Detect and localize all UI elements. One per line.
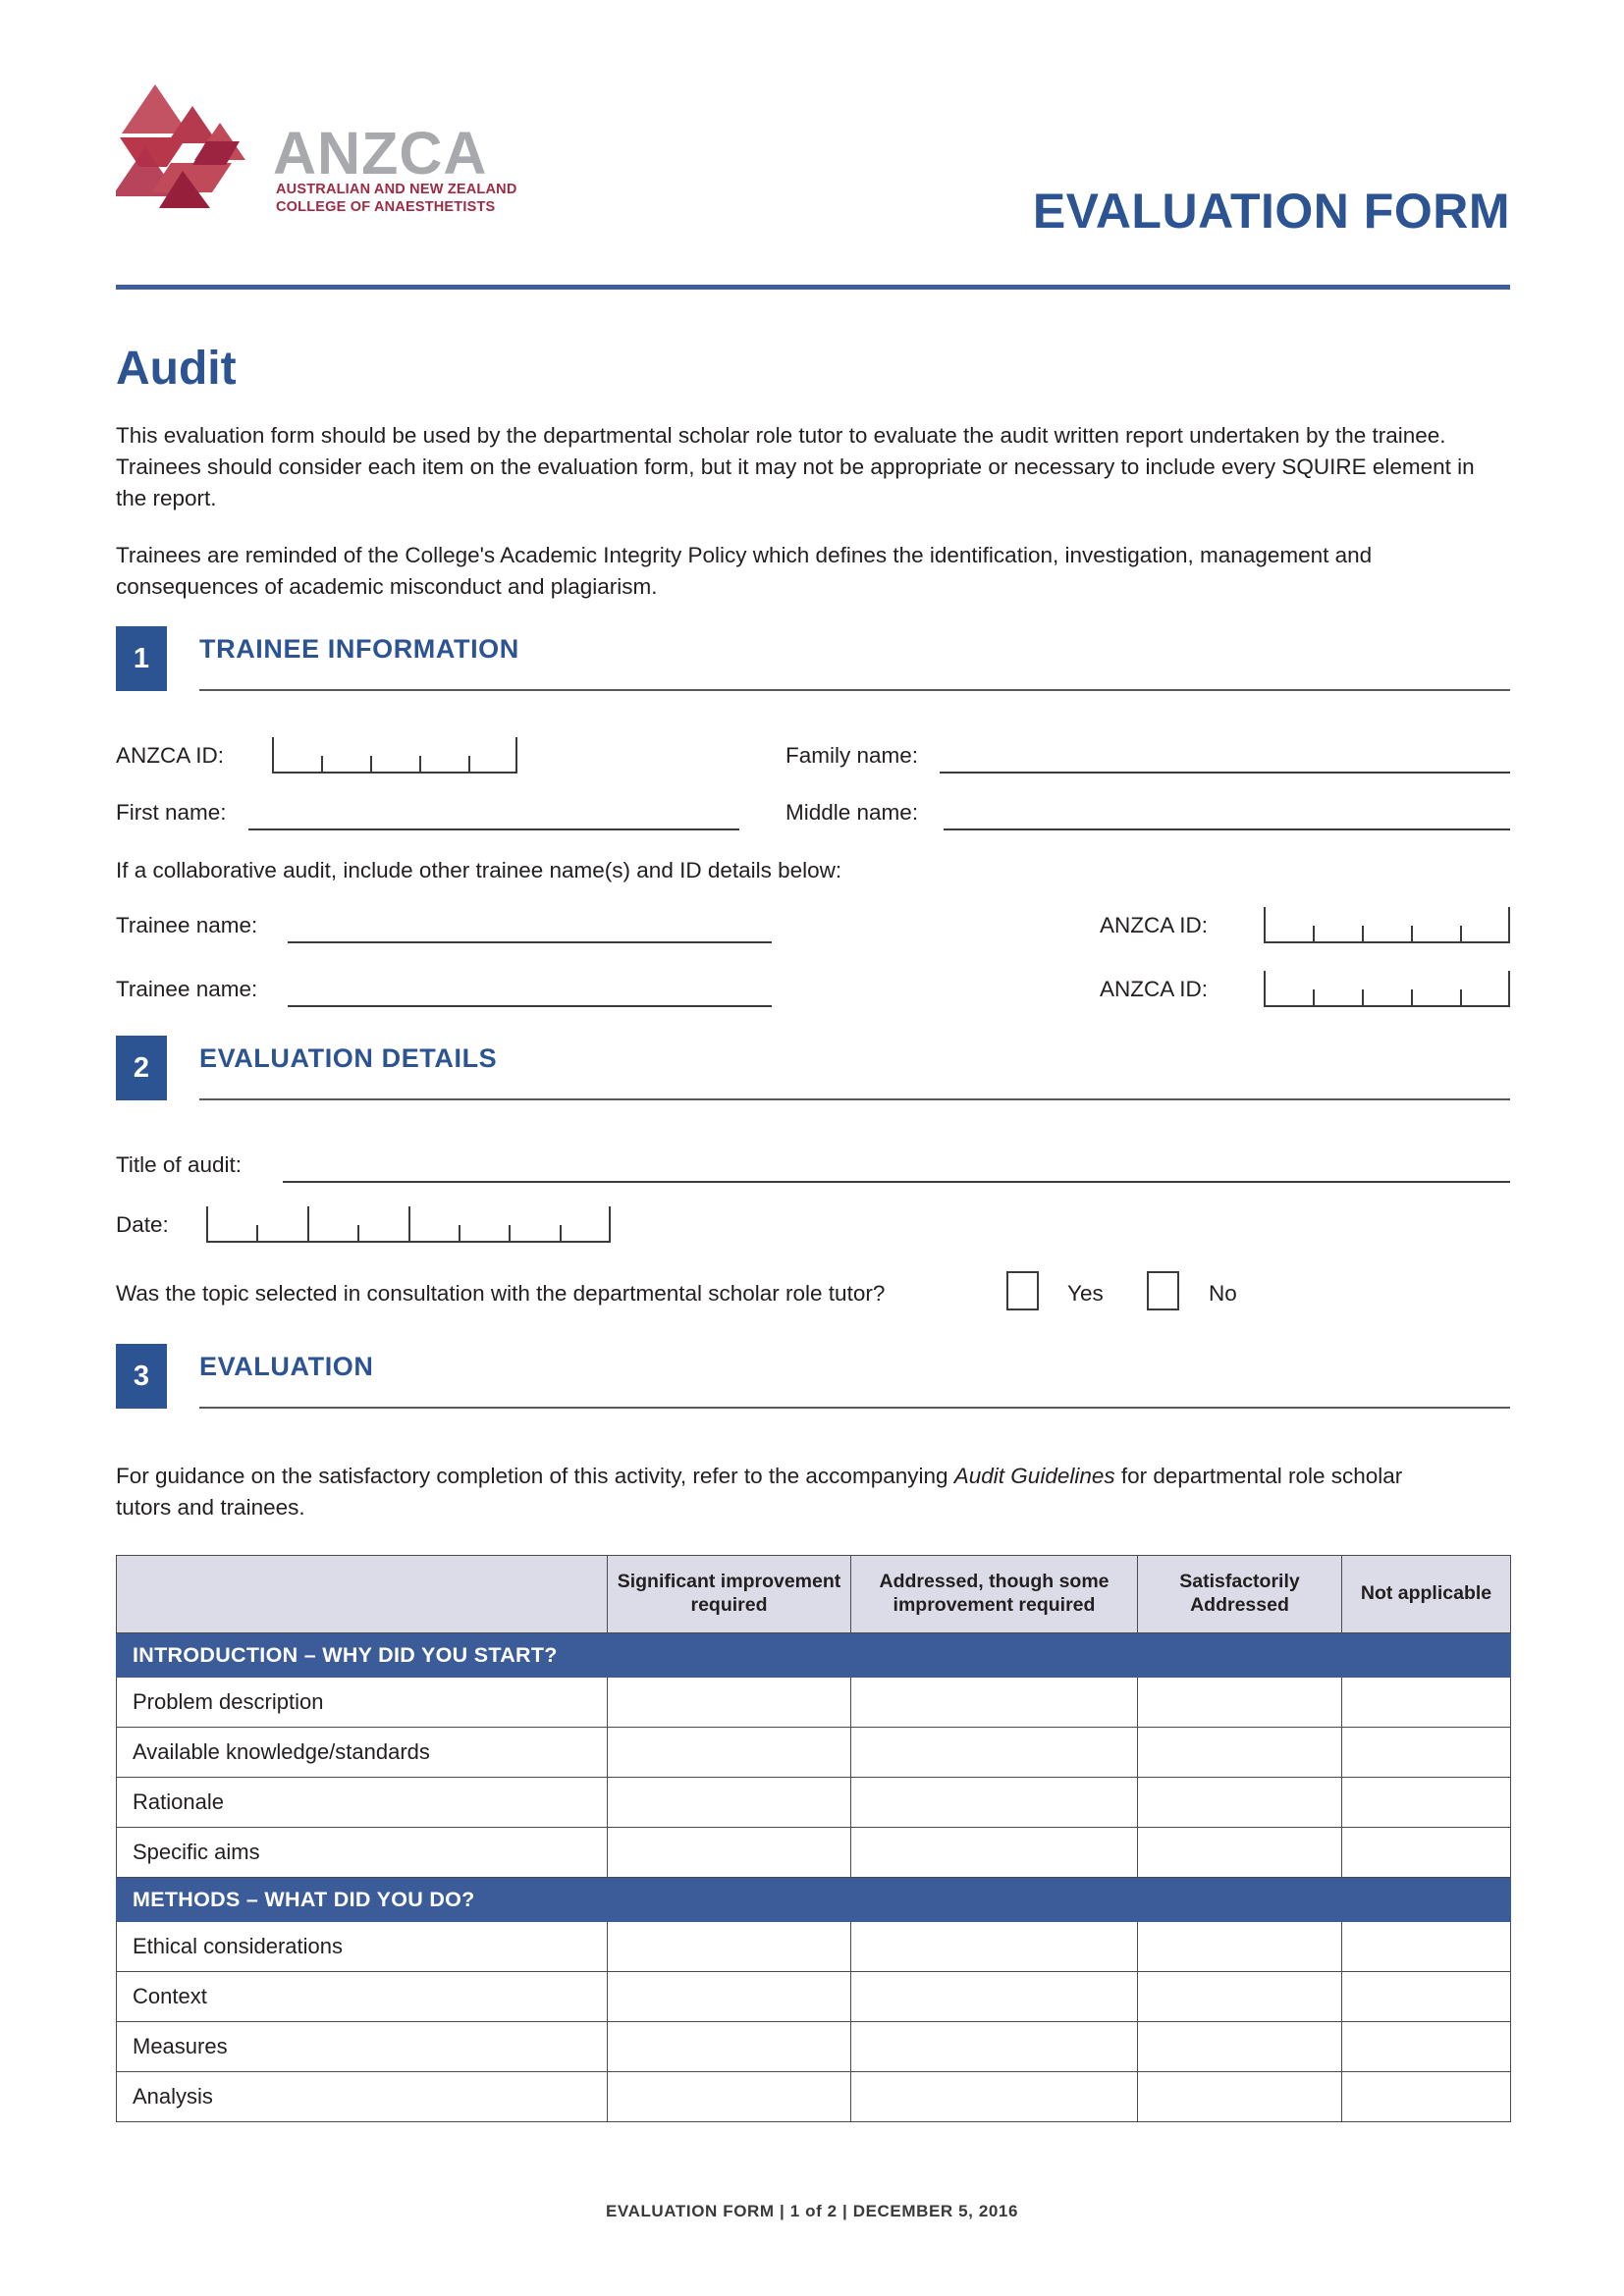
table-group-row xyxy=(117,1633,1511,1678)
comb-tick xyxy=(1411,926,1413,941)
rating-cell-addressed-some[interactable] xyxy=(851,2072,1138,2122)
comb-divider xyxy=(307,1206,309,1241)
date-label: Date: xyxy=(116,1212,169,1237)
rating-cell-not-applicable[interactable] xyxy=(1342,2072,1511,2122)
rating-cell-significant[interactable] xyxy=(608,1728,851,1778)
comb-edge-right xyxy=(1508,971,1510,1005)
first-name-label: First name: xyxy=(116,800,227,825)
rating-cell-addressed-some[interactable] xyxy=(851,2022,1138,2072)
comb-edge-left xyxy=(206,1206,208,1241)
column-header-not-applicable: Not applicable xyxy=(1342,1556,1511,1633)
rating-cell-addressed-some[interactable] xyxy=(851,1922,1138,1972)
guidance-text-italic: Audit Guidelines xyxy=(953,1464,1115,1488)
date-input[interactable] xyxy=(206,1206,611,1243)
table-header-row xyxy=(117,1556,1511,1633)
guidance-text-before: For guidance on the satisfactory completion of this activity, refer to the accompanying xyxy=(116,1464,954,1488)
rating-cell-satisfactory[interactable] xyxy=(1138,2022,1342,2072)
comb-tick xyxy=(419,756,421,772)
rating-cell-addressed-some[interactable] xyxy=(851,1828,1138,1878)
middle-name-input[interactable] xyxy=(944,828,1510,830)
rating-cell-addressed-some[interactable] xyxy=(851,1678,1138,1728)
rating-cell-not-applicable[interactable] xyxy=(1342,1922,1511,1972)
rating-cell-not-applicable[interactable] xyxy=(1342,1678,1511,1728)
rating-cell-satisfactory[interactable] xyxy=(1138,1922,1342,1972)
trainee-name-input-2[interactable] xyxy=(288,1005,772,1007)
family-name-label: Family name: xyxy=(785,743,919,768)
rating-cell-significant[interactable] xyxy=(608,2072,851,2122)
page-header xyxy=(116,77,1510,273)
anzca-id-label: ANZCA ID: xyxy=(116,743,225,768)
trainee-name-label-2: Trainee name: xyxy=(116,977,258,1001)
rating-cell-significant[interactable] xyxy=(608,1972,851,2022)
collab-anzca-id-input-1[interactable] xyxy=(1264,907,1510,943)
group-title-methods: METHODS – WHAT DID YOU DO? xyxy=(117,1878,1511,1922)
rating-cell-satisfactory[interactable] xyxy=(1138,1828,1342,1878)
rating-cell-satisfactory[interactable] xyxy=(1138,2072,1342,2122)
table-body xyxy=(117,1633,1511,2122)
section-1-number: 1 xyxy=(116,626,167,691)
section-evaluation xyxy=(116,1344,1510,1409)
table-row xyxy=(117,1678,1511,1728)
rating-cell-not-applicable[interactable] xyxy=(1342,1778,1511,1828)
rating-cell-addressed-some[interactable] xyxy=(851,1728,1138,1778)
comb-edge-left xyxy=(1264,907,1266,941)
rating-cell-significant[interactable] xyxy=(608,1828,851,1878)
family-name-input[interactable] xyxy=(940,772,1510,774)
comb-tick xyxy=(509,1225,511,1241)
comb-tick xyxy=(357,1225,359,1241)
table-row xyxy=(117,2072,1511,2122)
row-label-analysis: Analysis xyxy=(117,2072,608,2122)
row-label-available-knowledge: Available knowledge/standards xyxy=(117,1728,608,1778)
table-row xyxy=(117,1828,1511,1878)
section-2-number: 2 xyxy=(116,1036,167,1100)
comb-tick xyxy=(1411,989,1413,1005)
consultation-yes-checkbox[interactable] xyxy=(1006,1271,1039,1310)
comb-tick xyxy=(1460,926,1462,941)
column-header-satisfactorily-addressed: Satisfactorily Addressed xyxy=(1138,1556,1342,1633)
row-label-ethical-considerations: Ethical considerations xyxy=(117,1922,608,1972)
table-row xyxy=(117,1778,1511,1828)
collab-anzca-id-label-2: ANZCA ID: xyxy=(1100,977,1209,1001)
collaborative-audit-note: If a collaborative audit, include other trainee name(s) and ID details below: xyxy=(116,858,842,882)
rating-cell-significant[interactable] xyxy=(608,1922,851,1972)
table-row xyxy=(117,2022,1511,2072)
section-2-divider xyxy=(199,1098,1510,1100)
comb-edge-right xyxy=(515,737,517,772)
row-label-rationale: Rationale xyxy=(117,1778,608,1828)
document-title: EVALUATION FORM xyxy=(1032,184,1510,239)
evaluation-table xyxy=(116,1555,1511,2122)
section-1-divider xyxy=(199,689,1510,691)
anzca-subtitle-line1: AUSTRALIAN AND NEW ZEALAND xyxy=(276,182,517,197)
collab-anzca-id-input-2[interactable] xyxy=(1264,971,1510,1007)
section-3-title: EVALUATION xyxy=(199,1352,374,1381)
collab-anzca-id-label-1: ANZCA ID: xyxy=(1100,913,1209,937)
table-row xyxy=(117,1728,1511,1778)
comb-edge-right xyxy=(609,1206,611,1241)
section-3-divider xyxy=(199,1407,1510,1409)
page-title: Audit xyxy=(116,343,237,395)
comb-tick xyxy=(1313,926,1315,941)
table-row xyxy=(117,1972,1511,2022)
header-divider xyxy=(116,285,1510,290)
comb-tick xyxy=(1362,926,1364,941)
table-header xyxy=(117,1556,1511,1633)
group-title-introduction: INTRODUCTION – WHY DID YOU START? xyxy=(117,1633,1511,1678)
rating-cell-significant[interactable] xyxy=(608,2022,851,2072)
comb-tick xyxy=(1362,989,1364,1005)
trainee-name-input-1[interactable] xyxy=(288,941,772,943)
rating-cell-not-applicable[interactable] xyxy=(1342,1728,1511,1778)
row-label-measures: Measures xyxy=(117,2022,608,2072)
guidance-text-after: for departmental role scholar tutors and trainees. xyxy=(116,1464,1403,1520)
comb-tick xyxy=(1460,989,1462,1005)
table-group-row xyxy=(117,1878,1511,1922)
rating-cell-not-applicable[interactable] xyxy=(1342,2022,1511,2072)
comb-tick xyxy=(459,1225,460,1241)
evaluation-guidance-text xyxy=(116,1461,1451,1523)
rating-cell-not-applicable[interactable] xyxy=(1342,1972,1511,2022)
comb-tick xyxy=(370,756,372,772)
intro-paragraph-1: This evaluation form should be used by the departmental scholar role tutor to evaluate the audit written report undertaken by the trainee. Trainees should consider each item on the evaluation form, but it may not be appropriate or necessary to include every SQUIRE element in the report. xyxy=(116,423,1475,510)
row-label-problem-description: Problem description xyxy=(117,1678,608,1728)
rating-cell-satisfactory[interactable] xyxy=(1138,1678,1342,1728)
column-header-significant-improvement: Significant improvement required xyxy=(608,1556,851,1633)
column-header-criteria xyxy=(117,1556,608,1633)
anzca-subtitle xyxy=(276,182,517,217)
section-3-number: 3 xyxy=(116,1344,167,1409)
rating-cell-addressed-some[interactable] xyxy=(851,1778,1138,1828)
rating-cell-addressed-some[interactable] xyxy=(851,1972,1138,2022)
rating-cell-significant[interactable] xyxy=(608,1678,851,1728)
middle-name-label: Middle name: xyxy=(785,800,919,825)
intro-paragraph-2: Trainees are reminded of the College's Academic Integrity Policy which defines the identification, investigation, management and consequences of academic misconduct and plagiarism. xyxy=(116,543,1373,599)
comb-edge-right xyxy=(1508,907,1510,941)
title-of-audit-label: Title of audit: xyxy=(116,1152,242,1177)
rating-cell-satisfactory[interactable] xyxy=(1138,1728,1342,1778)
comb-edge-left xyxy=(1264,971,1266,1005)
comb-tick xyxy=(256,1225,258,1241)
anzca-subtitle-line2: COLLEGE OF ANAESTHETISTS xyxy=(276,198,496,215)
comb-tick xyxy=(468,756,470,772)
comb-tick xyxy=(560,1225,562,1241)
page-footer: EVALUATION FORM | 1 of 2 | DECEMBER 5, 2016 xyxy=(605,2202,1019,2220)
comb-tick xyxy=(321,756,323,772)
anzca-wordmark: ANZCA xyxy=(273,120,488,187)
section-2-title: EVALUATION DETAILS xyxy=(199,1043,498,1073)
consultation-yes-label: Yes xyxy=(1067,1281,1104,1306)
section-trainee-information xyxy=(116,626,1510,691)
comb-divider xyxy=(408,1206,410,1241)
rating-cell-significant[interactable] xyxy=(608,1778,851,1828)
rating-cell-satisfactory[interactable] xyxy=(1138,1778,1342,1828)
rating-cell-not-applicable[interactable] xyxy=(1342,1828,1511,1878)
rating-cell-satisfactory[interactable] xyxy=(1138,1972,1342,2022)
section-evaluation-details xyxy=(116,1036,1510,1100)
section-1-title: TRAINEE INFORMATION xyxy=(199,634,519,664)
title-of-audit-input[interactable] xyxy=(283,1181,1510,1183)
comb-edge-left xyxy=(272,737,274,772)
table-row xyxy=(117,1922,1511,1972)
column-header-addressed-some-improvement: Addressed, though some improvement required xyxy=(851,1556,1138,1633)
comb-tick xyxy=(1313,989,1315,1005)
consultation-question: Was the topic selected in consultation with the departmental scholar role tutor? xyxy=(116,1281,886,1306)
consultation-no-checkbox[interactable] xyxy=(1147,1271,1179,1310)
row-label-context: Context xyxy=(117,1972,608,2022)
first-name-input[interactable] xyxy=(248,828,739,830)
anzca-id-input[interactable] xyxy=(272,737,517,774)
trainee-name-label-1: Trainee name: xyxy=(116,913,258,937)
row-label-specific-aims: Specific aims xyxy=(117,1828,608,1878)
consultation-no-label: No xyxy=(1209,1281,1237,1306)
anzca-triangles-logo-icon xyxy=(116,77,268,209)
anzca-logo xyxy=(116,77,528,273)
